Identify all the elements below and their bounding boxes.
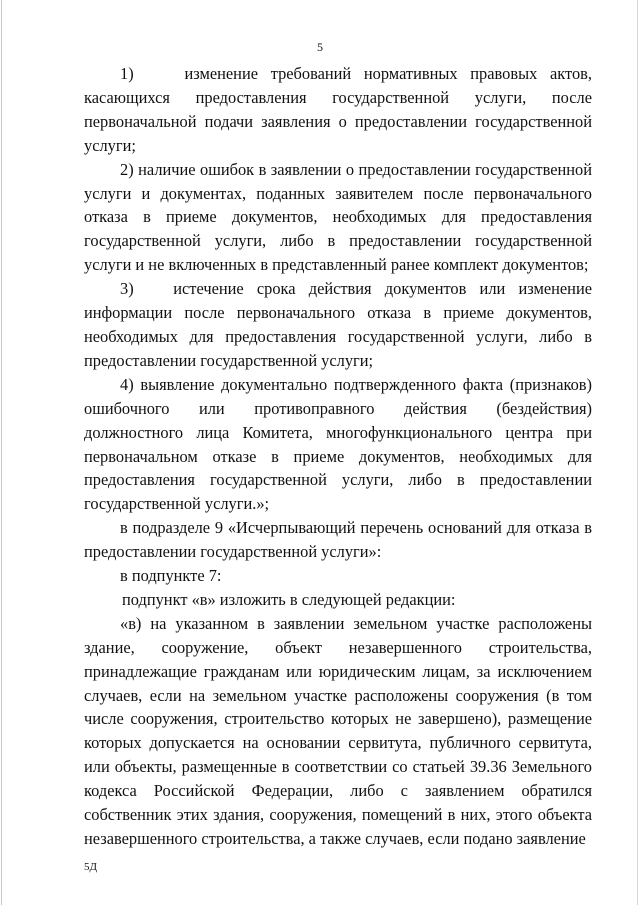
paragraph-subpoint-v-text: «в) на указанном в заявлении земельном участке расположены здание, сооружение, объект незавершенного строительства, принадлежащие гражданам или юридическим лицам, за исключением случаев, если на земельном участке расположены сооружения (в том числе сооружения, строительство которых не завершено), размещение которых допускается на основании сервитута, публичного сервитута, или объекты, размещенные в соответствии со статьей 39.36 Земельного кодекса Российской Федерации, либо с заявлением обратился собственник этих здания, сооружения, помещений в них, этого объекта незавершенного строительства, а также случаев, если подано заявление [84, 613, 592, 848]
paragraph-item-1: 1) изменение требований нормативных правовых актов, касающихся предоставления государственной услуги, после первоначальной подачи заявления о предоставлении государственной услуги; [84, 64, 592, 155]
paragraph-subpoint-7: в подпункте 7: [120, 566, 222, 586]
paragraph-item-2: 2) наличие ошибок в заявлении о предоставлении государственной услуги и документах, поданных заявителем после первоначального отказа в приеме документов, необходимых для предоставления государственной услуги, либо в предоставлении государственной услуги и не включенных в представленный ранее комплект документов; [84, 159, 592, 275]
paragraph-subsection-9: в подразделе 9 «Исчерпывающий перечень оснований для отказа в предоставлении государственной услуги»: [84, 518, 592, 562]
paragraph-item-3: 3) истечение срока действия документов или изменение информации после первоначального отказа в приеме документов, необходимых для предоставления государственной услуги, либо в предоставлении государственной услуги; [84, 279, 592, 370]
paragraph-item-4: 4) выявление документально подтвержденного факта (признаков) ошибочного или противоправного действия (бездействия) должностного лица Комитета, многофункционального центра при первоначальном отказе в приеме документов, необходимых для предоставления государственной услуги, либо в предоставлении государственной услуги.»; [84, 374, 592, 514]
scan-edge-right [637, 0, 638, 905]
document-body [84, 62, 592, 851]
footer-code: 5Д [84, 861, 98, 873]
scan-edge-left [1, 0, 2, 905]
paragraph-subpoint-v-instruction: подпункт «в» изложить в следующей редакции: [122, 589, 456, 609]
page-number: 5 [317, 40, 323, 54]
